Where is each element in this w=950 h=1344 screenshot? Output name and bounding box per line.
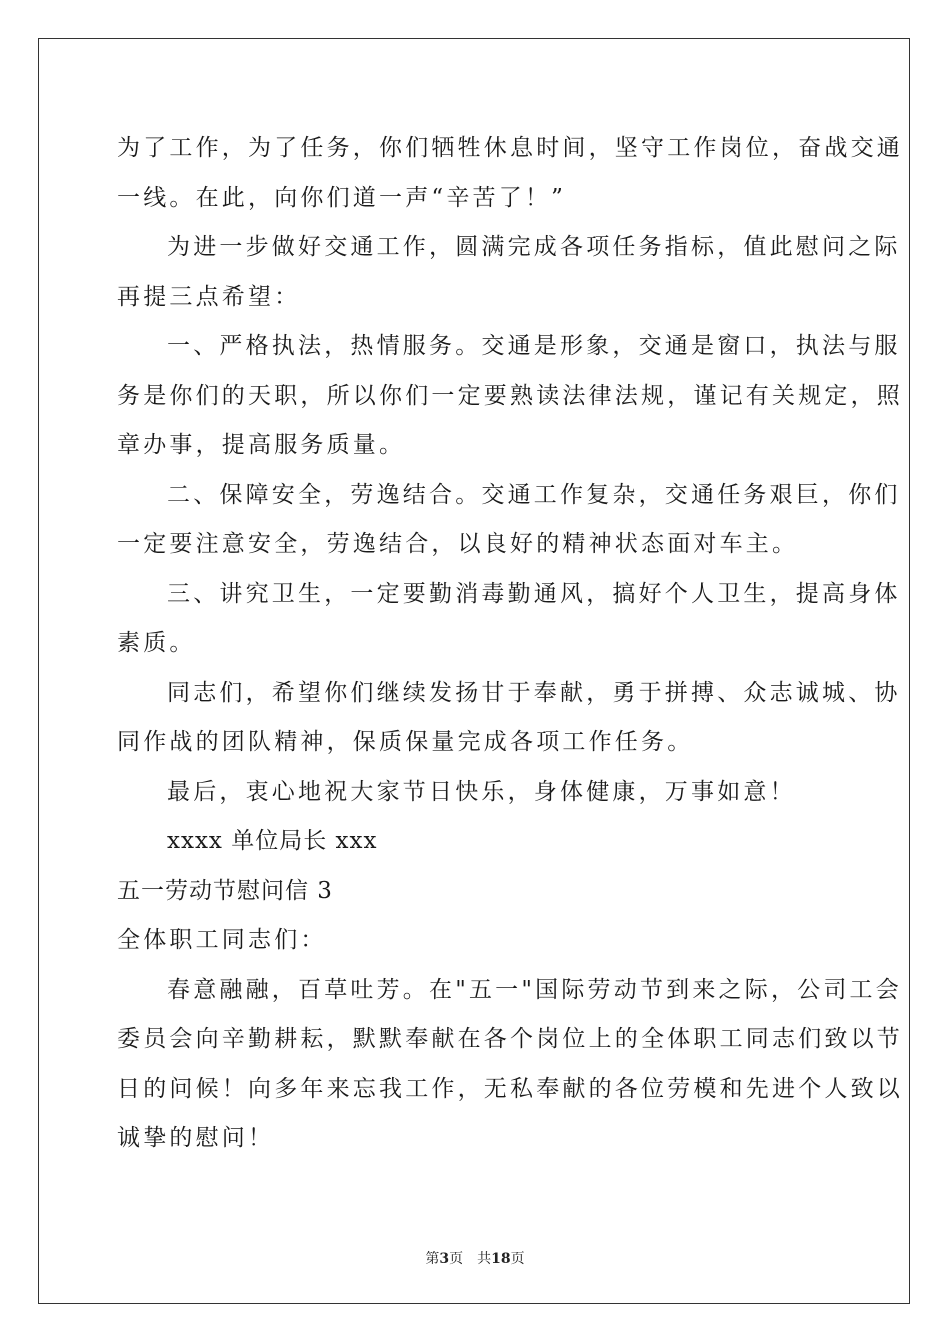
page-prefix: 第	[425, 1251, 440, 1267]
text-line: 同作战的团队精神，保质保量完成各项工作任务。	[117, 729, 694, 755]
page-number: 3	[439, 1251, 450, 1267]
text-line: 素质。	[117, 630, 196, 656]
total-prefix: 共	[477, 1251, 492, 1267]
text-line: 务是你们的天职，所以你们一定要熟读法律法规，谨记有关规定，照	[117, 382, 903, 409]
document-body	[117, 124, 903, 1164]
text-line: 章办事，提高服务质量。	[117, 432, 406, 458]
text-line: 再提三点希望：	[117, 283, 301, 310]
text-line: 三、讲究卫生，一定要勤消毒勤通风，搞好个人卫生，提高身体	[167, 580, 901, 607]
salutation: 全体职工同志们：	[117, 927, 327, 953]
page-footer	[0, 1248, 950, 1268]
text-line: 春意融融，百草吐芳。在"五一"国际劳动节到来之际，公司工会	[167, 976, 902, 1003]
text-line: 一定要注意安全，劳逸结合，以良好的精神状态面对车主。	[117, 531, 799, 557]
text-line: 日的问候！向多年来忘我工作，无私奉献的各位劳模和先进个人致以	[117, 1075, 903, 1102]
text-line: 一线。在此，向你们道一声“辛苦了！”	[117, 184, 567, 211]
total-suffix: 页	[510, 1251, 525, 1267]
text-line: 最后，衷心地祝大家节日快乐，身体健康，万事如意！	[167, 778, 796, 805]
total-pages: 18	[491, 1251, 511, 1267]
text-line: 诚挚的慰问！	[117, 1125, 275, 1151]
text-line: 二、保障安全，劳逸结合。交通工作复杂，交通任务艰巨，你们	[167, 481, 901, 508]
section-title: 五一劳动节慰问信 3	[117, 877, 333, 904]
text-line: 同志们，希望你们继续发扬甘于奉献，勇于拼搏、众志诚城、协	[167, 679, 901, 706]
page-suffix: 页	[449, 1251, 464, 1267]
text-line: 委员会向辛勤耕耘，默默奉献在各个岗位上的全体职工同志们致以节	[117, 1026, 903, 1052]
text-line: 为了工作，为了任务，你们牺牲休息时间，坚守工作岗位，奋战交通	[117, 135, 903, 161]
signature-line: xxxx 单位局长 xxx	[167, 828, 378, 854]
text-line: 为进一步做好交通工作，圆满完成各项任务指标，值此慰问之际	[167, 234, 901, 260]
text-line: 一、严格执法，热情服务。交通是形象，交通是窗口，执法与服	[167, 333, 901, 359]
